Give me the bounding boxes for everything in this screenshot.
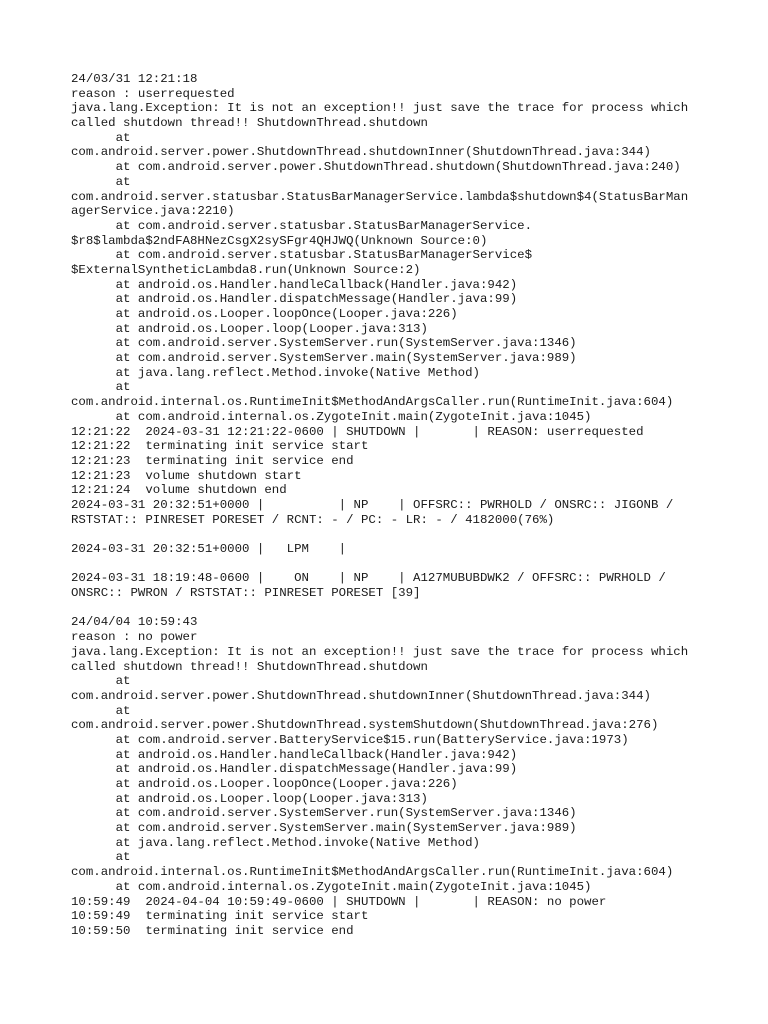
log-line: at com.android.server.statusbar.StatusBarManagerService$ xyxy=(71,248,533,263)
log-line: at java.lang.reflect.Method.invoke(Native Method) xyxy=(71,835,480,850)
log-line: 12:21:22 terminating init service start xyxy=(71,439,369,454)
log-line: at com.android.server.statusbar.StatusBarManagerService. xyxy=(71,218,533,233)
log-line xyxy=(71,557,711,572)
log-line: java.lang.Exception: It is not an exception!! just save the trace for process which xyxy=(71,101,689,116)
log-line: com.android.internal.os.RuntimeInit$MethodAndArgsCaller.run(RuntimeInit.java:604) xyxy=(71,865,674,880)
log-line xyxy=(71,601,711,616)
log-line: at android.os.Looper.loop(Looper.java:313) xyxy=(71,321,428,336)
log-line: 12:21:23 volume shutdown start xyxy=(71,468,302,483)
log-line: 12:21:23 terminating init service end xyxy=(71,453,354,468)
log-line: 10:59:49 2024-04-04 10:59:49-0600 | SHUTDOWN | | REASON: no power xyxy=(71,894,607,909)
log-line: at xyxy=(71,703,131,718)
log-line: reason : no power xyxy=(71,630,198,645)
log-line: at java.lang.reflect.Method.invoke(Native Method) xyxy=(71,365,480,380)
log-line: 2024-03-31 20:32:51+0000 | LPM | xyxy=(71,542,347,556)
log-line: com.android.server.power.ShutdownThread.systemShutdown(ShutdownThread.java:276) xyxy=(71,718,659,733)
log-line: at com.android.server.BatteryService$15.run(BatteryService.java:1973) xyxy=(71,732,629,747)
log-line xyxy=(71,527,711,542)
log-line: 12:21:22 2024-03-31 12:21:22-0600 | SHUTDOWN | | REASON: userrequested xyxy=(71,424,644,439)
log-line: java.lang.Exception: It is not an exception!! just save the trace for process which xyxy=(71,644,689,659)
log-line: at com.android.server.SystemServer.main(SystemServer.java:989) xyxy=(71,821,577,836)
log-line: at android.os.Handler.handleCallback(Handler.java:942) xyxy=(71,747,518,762)
log-line: 2024-03-31 20:32:51+0000 | | NP | OFFSRC:: PWRHOLD / ONSRC:: JIGONB / xyxy=(71,497,674,512)
log-line: 24/03/31 12:21:18 xyxy=(71,72,198,86)
shutdown-log-document xyxy=(71,72,711,939)
log-line: at com.android.server.SystemServer.main(SystemServer.java:989) xyxy=(71,351,577,366)
log-line: at com.android.internal.os.ZygoteInit.main(ZygoteInit.java:1045) xyxy=(71,409,592,424)
log-line: at android.os.Looper.loopOnce(Looper.java:226) xyxy=(71,307,458,321)
log-line: at android.os.Handler.handleCallback(Handler.java:942) xyxy=(71,277,518,292)
log-line: reason : userrequested xyxy=(71,86,235,101)
log-line: 12:21:24 volume shutdown end xyxy=(71,483,287,498)
log-line: 2024-03-31 18:19:48-0600 | ON | NP | A127MUBUBDWK2 / OFFSRC:: PWRHOLD / xyxy=(71,571,666,586)
log-line: $r8$lambda$2ndFA8HNezCsgX2sySFgr4QHJWQ(Unknown Source:0) xyxy=(71,233,488,248)
log-line: at android.os.Handler.dispatchMessage(Handler.java:99) xyxy=(71,292,518,307)
log-line: at android.os.Handler.dispatchMessage(Handler.java:99) xyxy=(71,762,518,777)
log-line: RSTSTAT:: PINRESET PORESET / RCNT: - / PC: - LR: - / 4182000(76%) xyxy=(71,512,555,527)
log-line: at xyxy=(71,850,131,865)
log-line: called shutdown thread!! ShutdownThread.shutdown xyxy=(71,659,428,674)
log-line: com.android.internal.os.RuntimeInit$MethodAndArgsCaller.run(RuntimeInit.java:604) xyxy=(71,395,674,410)
log-line: at xyxy=(71,174,131,189)
log-line: 10:59:49 terminating init service start xyxy=(71,909,369,924)
log-line: com.android.server.power.ShutdownThread.shutdownInner(ShutdownThread.java:344) xyxy=(71,688,651,703)
log-line: at com.android.server.SystemServer.run(SystemServer.java:1346) xyxy=(71,336,577,351)
log-line: at android.os.Looper.loop(Looper.java:313) xyxy=(71,791,428,806)
log-line: ONSRC:: PWRON / RSTSTAT:: PINRESET PORESET [39] xyxy=(71,586,421,601)
log-line: called shutdown thread!! ShutdownThread.shutdown xyxy=(71,116,428,131)
log-line: agerService.java:2210) xyxy=(71,204,235,219)
log-line: at android.os.Looper.loopOnce(Looper.java:226) xyxy=(71,777,458,791)
log-line: 10:59:50 terminating init service end xyxy=(71,923,354,938)
log-line: at xyxy=(71,130,131,145)
log-line: at com.android.server.SystemServer.run(SystemServer.java:1346) xyxy=(71,806,577,821)
log-line: com.android.server.power.ShutdownThread.shutdownInner(ShutdownThread.java:344) xyxy=(71,145,651,160)
log-line: at xyxy=(71,674,131,689)
log-line: 24/04/04 10:59:43 xyxy=(71,615,198,630)
log-line: com.android.server.statusbar.StatusBarManagerService.lambda$shutdown$4(StatusBarMan xyxy=(71,189,689,204)
log-line: at com.android.internal.os.ZygoteInit.main(ZygoteInit.java:1045) xyxy=(71,879,592,894)
log-line: $ExternalSyntheticLambda8.run(Unknown Source:2) xyxy=(71,262,421,277)
log-line: at xyxy=(71,380,131,395)
log-line: at com.android.server.power.ShutdownThread.shutdown(ShutdownThread.java:240) xyxy=(71,160,681,175)
